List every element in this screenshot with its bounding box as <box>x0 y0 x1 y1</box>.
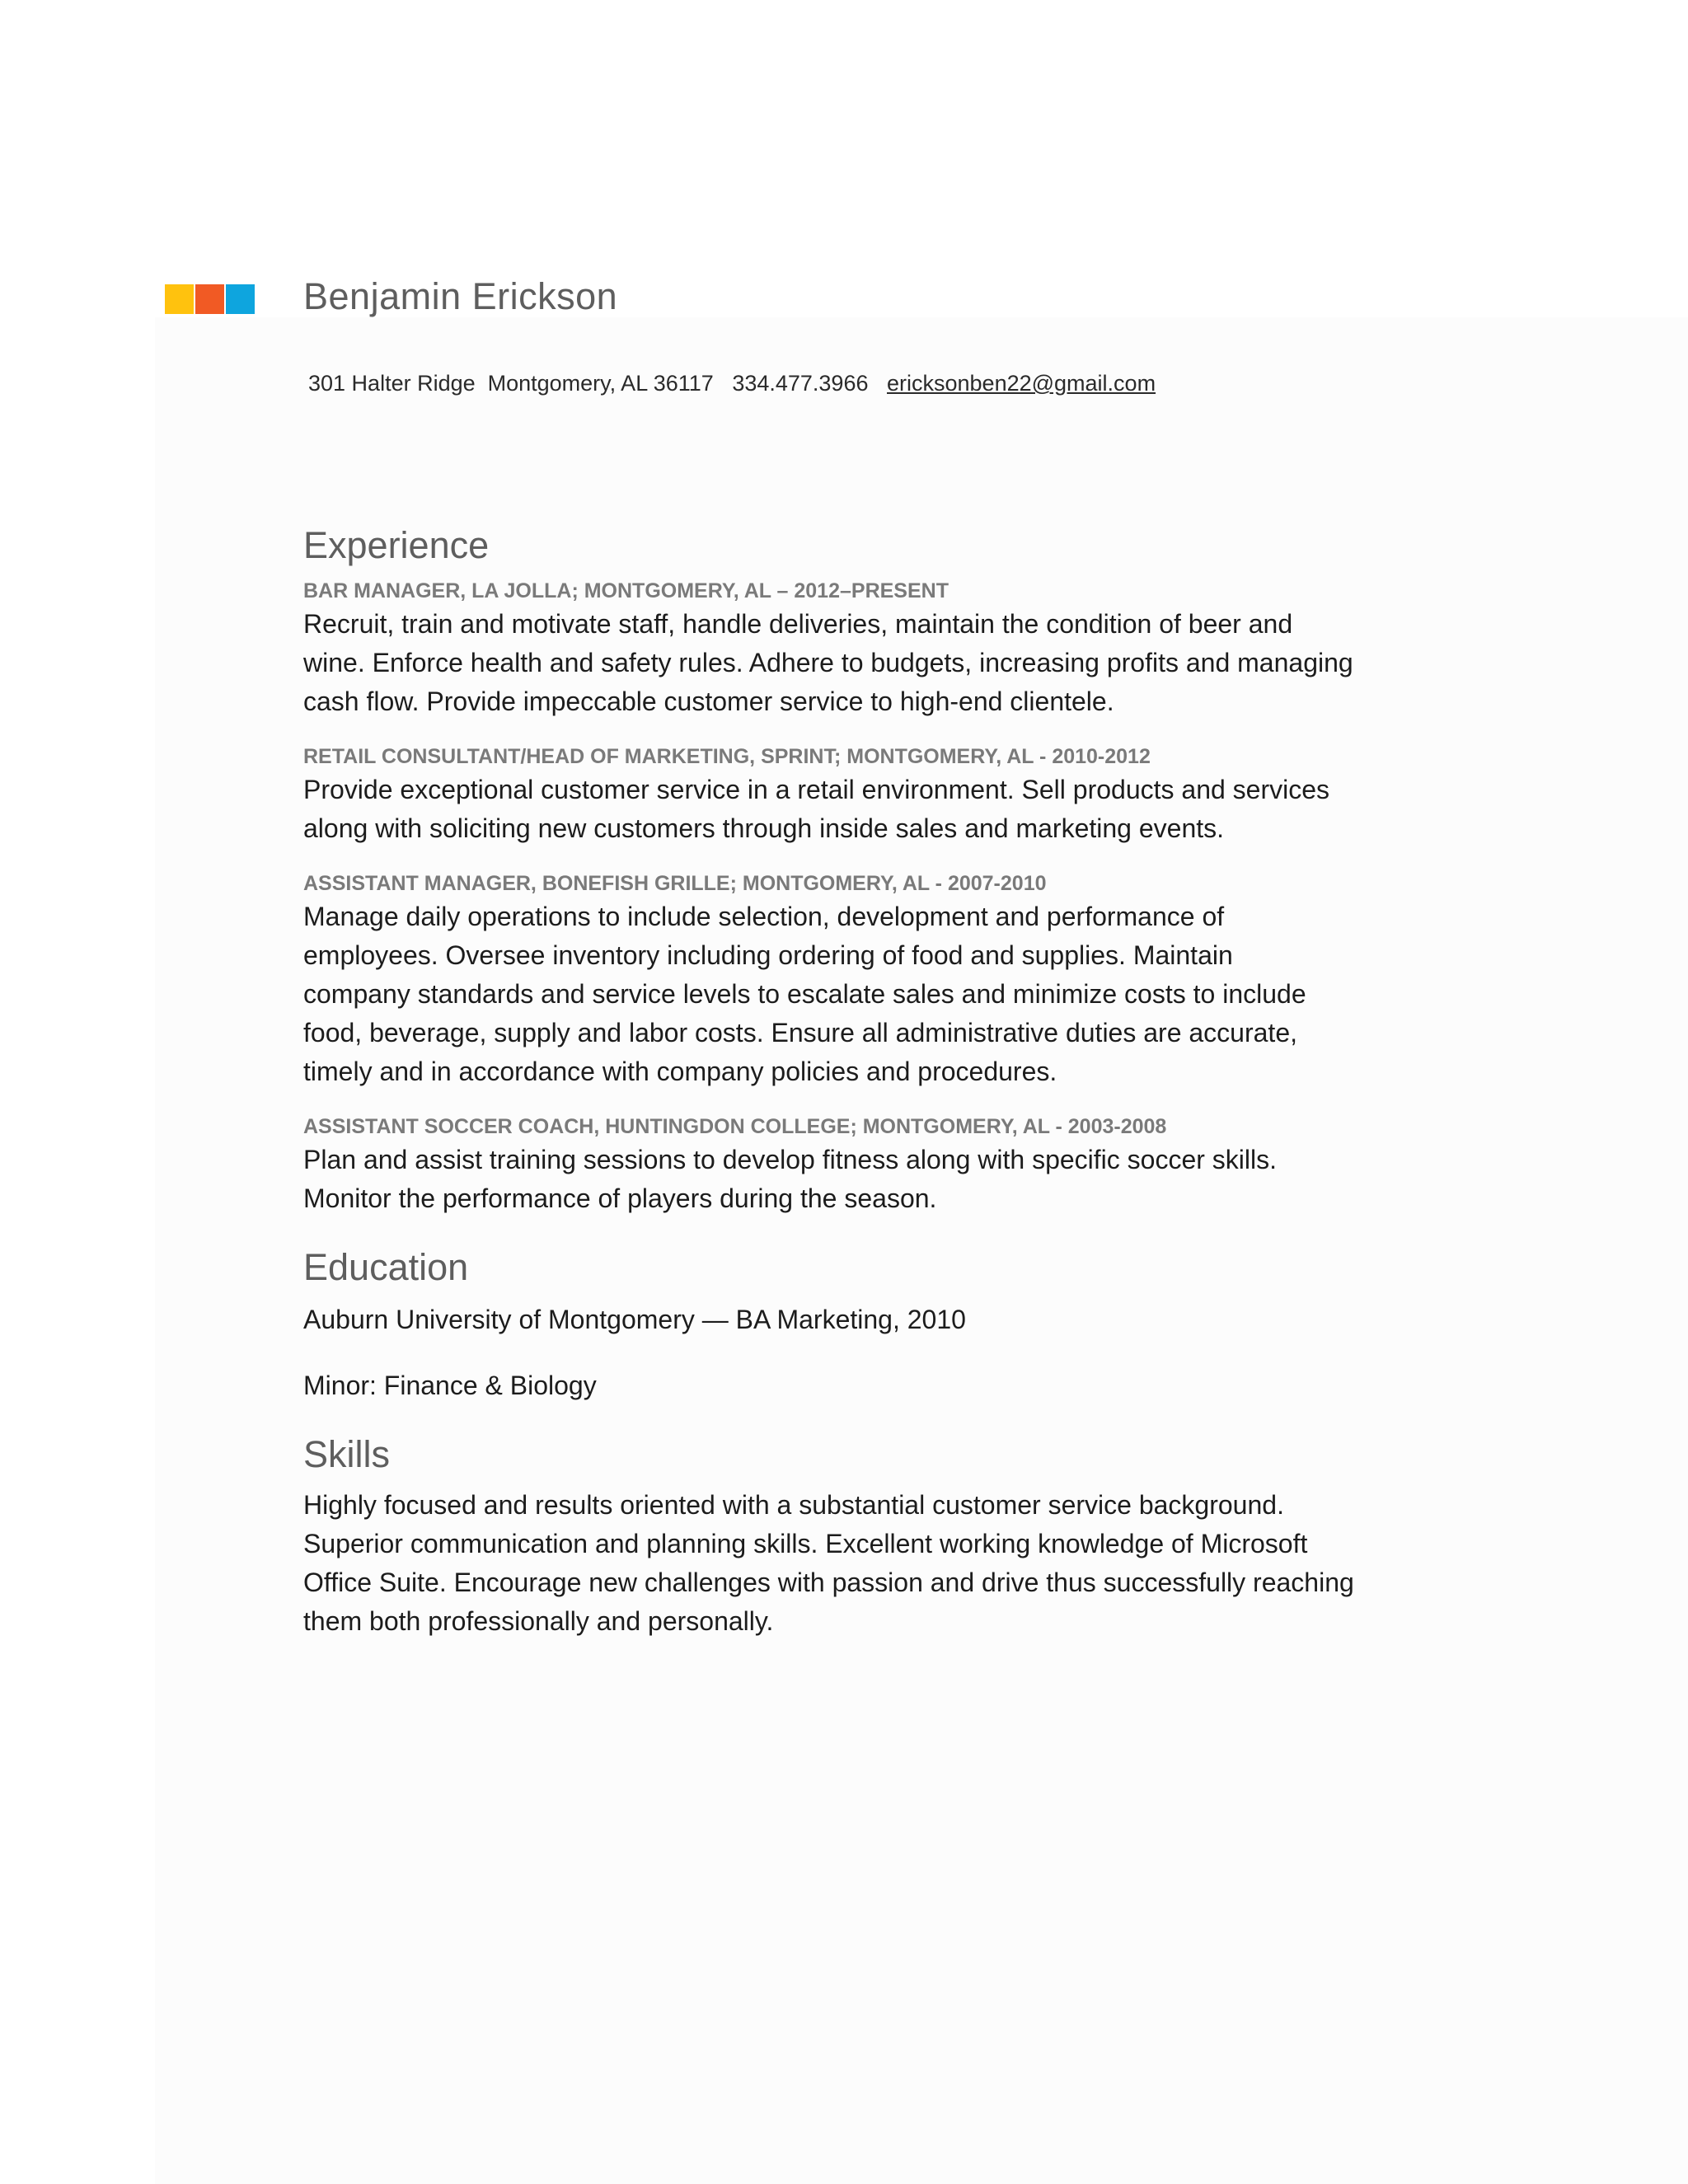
job-description: Recruit, train and motivate staff, handle deliveries, maintain the condition of beer and wine. Enforce health and safety rules. Adhere to budgets, increasing profits and managing cash flow. Provide impeccable customer service to high-end clientele. <box>303 609 1353 716</box>
logo-square-red <box>195 284 224 314</box>
job-title: ASSISTANT MANAGER, BONEFISH GRILLE; MONTGOMERY, AL - 2007-2010 <box>303 872 1047 895</box>
contact-line <box>308 371 1156 396</box>
education-minor: Minor: Finance & Biology <box>303 1371 597 1400</box>
job-title: ASSISTANT SOCCER COACH, HUNTINGDON COLLEGE; MONTGOMERY, AL - 2003-2008 <box>303 1115 1167 1138</box>
job-entry <box>303 743 1457 848</box>
job-entry <box>303 577 1457 721</box>
job-entry <box>303 869 1457 1091</box>
education-heading: Education <box>303 1246 469 1288</box>
job-title: RETAIL CONSULTANT/HEAD OF MARKETING, SPRINT; MONTGOMERY, AL - 2010-2012 <box>303 745 1151 768</box>
education-degree: Auburn University of Montgomery — BA Marketing, 2010 <box>303 1305 966 1334</box>
phone: 334.477.3966 <box>732 371 869 396</box>
education-section <box>303 1243 1457 1405</box>
logo-square-yellow <box>165 284 194 314</box>
logo-square-blue <box>226 284 255 314</box>
job-description: Plan and assist training sessions to develop fitness along with specific soccer skills. Monitor the performance of players during the season. <box>303 1145 1278 1213</box>
job-description: Provide exceptional customer service in a retail environment. Sell products and services along with soliciting new customers through inside sales and marketing events. <box>303 775 1330 843</box>
email-link[interactable]: ericksonben22@gmail.com <box>887 371 1156 396</box>
candidate-name: Benjamin Erickson <box>303 275 618 317</box>
experience-heading: Experience <box>303 524 490 566</box>
resume-content <box>303 521 1457 1641</box>
skills-text: Highly focused and results oriented with a substantial customer service background. Superior communication and planning skills. Excellent working knowledge of Microsoft Office Suite. Encourage new challenges with passion and drive thus successfully reaching them both professionally and personally. <box>303 1490 1354 1636</box>
job-entry <box>303 1113 1457 1218</box>
skills-section <box>303 1430 1457 1641</box>
job-description: Manage daily operations to include selection, development and performance of employees. Oversee inventory including ordering of food and supplies. Maintain company standards and service levels to escalate sales and minimize costs to include food, beverage, supply and labor costs. Ensure all administrative duties are accurate, timely and in accordance with company policies and procedures. <box>303 902 1306 1086</box>
logo-squares <box>165 284 256 314</box>
skills-heading: Skills <box>303 1433 391 1475</box>
address: 301 Halter Ridge Montgomery, AL 36117 <box>308 371 714 396</box>
experience-section <box>303 521 1457 1218</box>
job-title: BAR MANAGER, LA JOLLA; MONTGOMERY, AL – 2012–PRESENT <box>303 579 949 602</box>
